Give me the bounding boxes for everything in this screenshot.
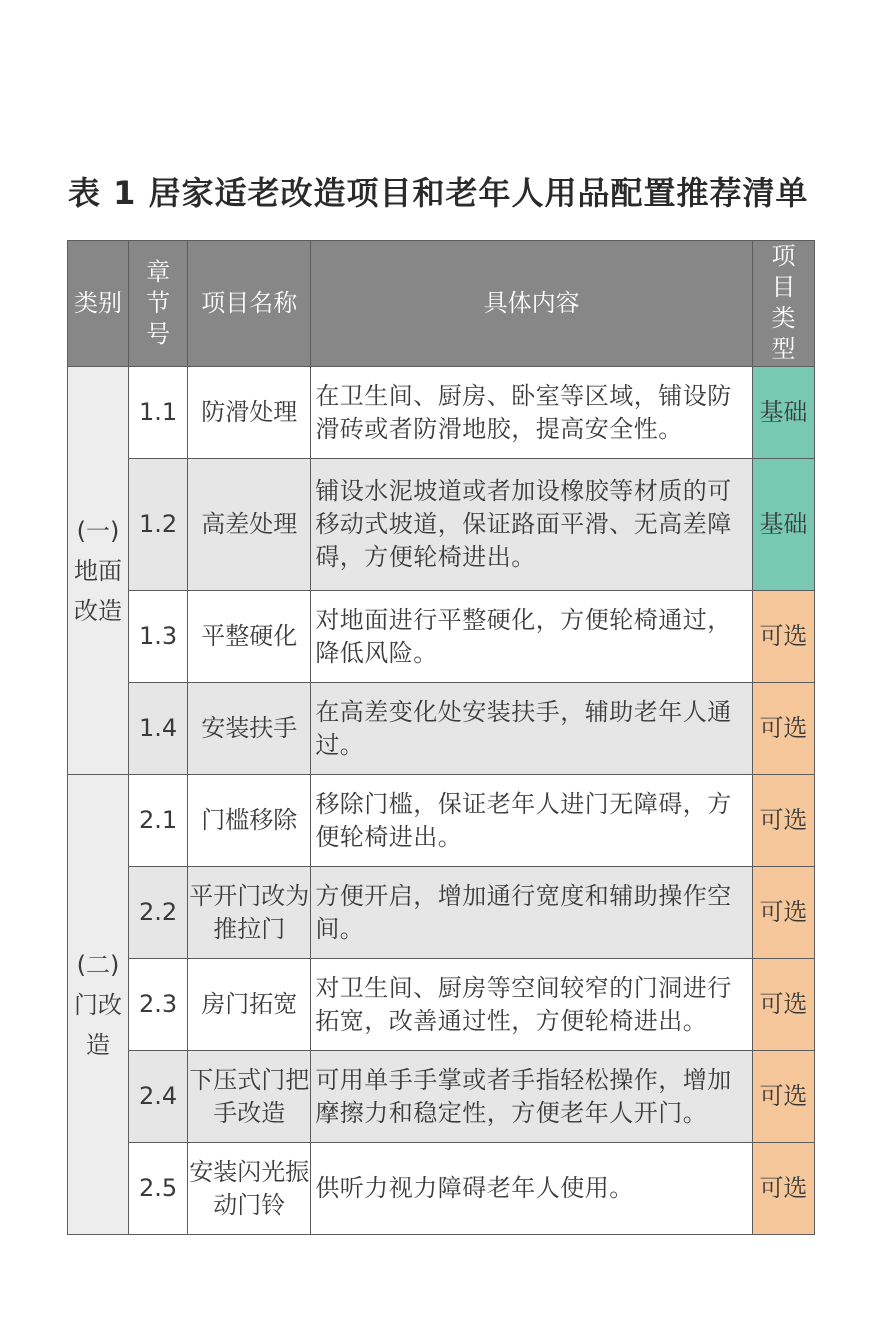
content-cell: 在卫生间、厨房、卧室等区域，铺设防滑砖或者防滑地胶，提高安全性。: [311, 367, 753, 459]
item-name-cell: 下压式门把手改造: [188, 1051, 311, 1143]
table-row: [68, 459, 815, 591]
type-badge-optional: 可选: [752, 867, 814, 959]
content-cell: 对地面进行平整硬化，方便轮椅通过，降低风险。: [311, 591, 753, 683]
table-row: [68, 1051, 815, 1143]
section-cell: 1.2: [129, 459, 188, 591]
table-row: [68, 591, 815, 683]
header-content: 具体内容: [311, 241, 753, 367]
item-name-cell: 房门拓宽: [188, 959, 311, 1051]
item-name-cell: 平开门改为推拉门: [188, 867, 311, 959]
section-cell: 2.1: [129, 775, 188, 867]
item-name-cell: 高差处理: [188, 459, 311, 591]
header-name: 项目名称: [188, 241, 311, 367]
content-cell: 供听力视力障碍老年人使用。: [311, 1143, 753, 1235]
section-cell: 1.4: [129, 683, 188, 775]
item-name-cell: 平整硬化: [188, 591, 311, 683]
table-header-row: [68, 241, 815, 367]
table-row: [68, 683, 815, 775]
type-badge-optional: 可选: [752, 683, 814, 775]
table-row: [68, 959, 815, 1051]
table-row: [68, 1143, 815, 1235]
section-cell: 2.5: [129, 1143, 188, 1235]
recommendation-table: [67, 240, 815, 1235]
item-name-cell: 防滑处理: [188, 367, 311, 459]
content-cell: 移除门槛，保证老年人进门无障碍，方便轮椅进出。: [311, 775, 753, 867]
type-badge-optional: 可选: [752, 1143, 814, 1235]
section-cell: 2.2: [129, 867, 188, 959]
content-cell: 铺设水泥坡道或者加设橡胶等材质的可移动式坡道，保证路面平滑、无高差障碍，方便轮椅进出。: [311, 459, 753, 591]
section-cell: 1.3: [129, 591, 188, 683]
type-badge-basic: 基础: [752, 459, 814, 591]
item-name-cell: 门槛移除: [188, 775, 311, 867]
item-name-cell: 安装扶手: [188, 683, 311, 775]
header-category: 类别: [68, 241, 129, 367]
type-badge-basic: 基础: [752, 367, 814, 459]
category-cell-door: (二)门改造: [68, 775, 129, 1235]
type-badge-optional: 可选: [752, 775, 814, 867]
table-row: [68, 367, 815, 459]
section-cell: 1.1: [129, 367, 188, 459]
table-row: [68, 775, 815, 867]
table-title: 表 1 居家适老改造项目和老年人用品配置推荐清单: [68, 174, 809, 212]
content-cell: 可用单手手掌或者手指轻松操作，增加摩擦力和稳定性，方便老年人开门。: [311, 1051, 753, 1143]
content-cell: 在高差变化处安装扶手，辅助老年人通过。: [311, 683, 753, 775]
content-cell: 方便开启，增加通行宽度和辅助操作空间。: [311, 867, 753, 959]
section-cell: 2.3: [129, 959, 188, 1051]
header-section: 章节号: [129, 241, 188, 367]
table-row: [68, 867, 815, 959]
section-cell: 2.4: [129, 1051, 188, 1143]
content-cell: 对卫生间、厨房等空间较窄的门洞进行拓宽，改善通过性，方便轮椅进出。: [311, 959, 753, 1051]
type-badge-optional: 可选: [752, 1051, 814, 1143]
type-badge-optional: 可选: [752, 959, 814, 1051]
header-type: 项目类型: [752, 241, 814, 367]
item-name-cell: 安装闪光振动门铃: [188, 1143, 311, 1235]
category-cell-floor: (一)地面改造: [68, 367, 129, 775]
type-badge-optional: 可选: [752, 591, 814, 683]
